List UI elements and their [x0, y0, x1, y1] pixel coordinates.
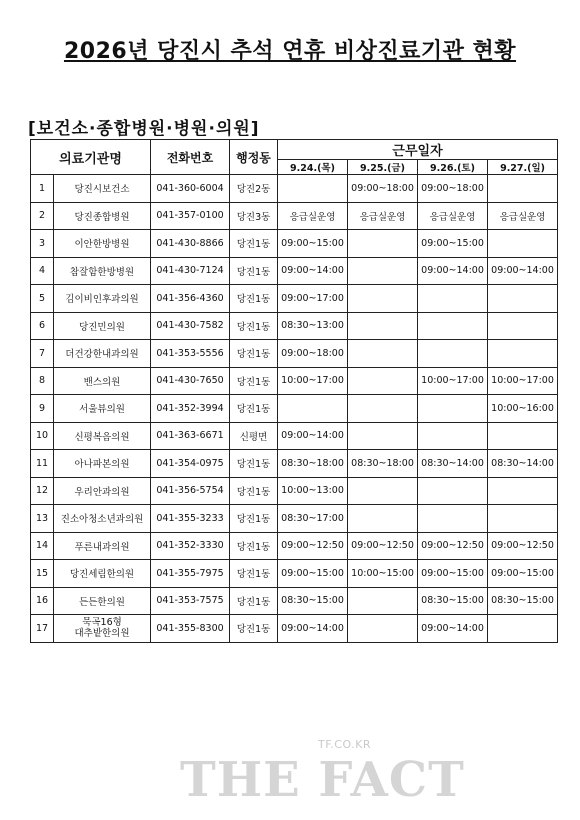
emergency-clinic-table	[30, 139, 558, 643]
hours-day-4: 08:30~14:00	[488, 450, 558, 478]
header-day-4: 9.27.(일)	[488, 160, 558, 175]
table-row	[31, 257, 558, 285]
hours-day-1: 08:30~13:00	[278, 312, 348, 340]
institution-name: 당진민의원	[54, 312, 151, 340]
phone-number: 041-430-7124	[151, 257, 230, 285]
hours-day-3	[418, 422, 488, 450]
hours-day-3: 10:00~17:00	[418, 367, 488, 395]
hours-day-1: 09:00~14:00	[278, 615, 348, 643]
admin-dong: 당진3동	[230, 202, 278, 230]
institution-name-line-2: 대추밭한의원	[74, 628, 130, 640]
hours-day-3	[418, 340, 488, 368]
row-number: 9	[31, 395, 54, 423]
hours-day-3	[418, 285, 488, 313]
row-number: 7	[31, 340, 54, 368]
institution-name: 푸른내과의원	[54, 532, 151, 560]
admin-dong: 당진1동	[230, 257, 278, 285]
hours-day-1: 09:00~17:00	[278, 285, 348, 313]
institution-name: 밴스의원	[54, 367, 151, 395]
hours-day-3: 08:30~15:00	[418, 587, 488, 615]
hours-day-1: 08:30~15:00	[278, 587, 348, 615]
watermark-brand: THE FACT	[180, 752, 465, 808]
institution-name: 당진종합병원	[54, 202, 151, 230]
phone-number: 041-353-5556	[151, 340, 230, 368]
admin-dong: 당진1동	[230, 477, 278, 505]
institution-name	[54, 615, 151, 643]
hours-day-2	[348, 340, 418, 368]
hours-day-3: 응급실운영	[418, 202, 488, 230]
admin-dong: 당진1동	[230, 395, 278, 423]
table-row	[31, 312, 558, 340]
hours-day-1: 09:00~18:00	[278, 340, 348, 368]
row-number: 12	[31, 477, 54, 505]
table-row	[31, 395, 558, 423]
hours-day-2	[348, 587, 418, 615]
phone-number: 041-354-0975	[151, 450, 230, 478]
row-number: 8	[31, 367, 54, 395]
hours-day-3: 09:00~14:00	[418, 615, 488, 643]
hours-day-4: 09:00~14:00	[488, 257, 558, 285]
hours-day-4	[488, 230, 558, 258]
institution-name: 더건강한내과의원	[54, 340, 151, 368]
hours-day-2	[348, 477, 418, 505]
hours-day-1: 09:00~15:00	[278, 560, 348, 588]
phone-number: 041-363-6671	[151, 422, 230, 450]
hours-day-4	[488, 312, 558, 340]
row-number: 2	[31, 202, 54, 230]
phone-number: 041-430-7650	[151, 367, 230, 395]
admin-dong: 당진1동	[230, 560, 278, 588]
hours-day-4	[488, 285, 558, 313]
institution-name: 이안한방병원	[54, 230, 151, 258]
row-number: 17	[31, 615, 54, 643]
row-number: 15	[31, 560, 54, 588]
hours-day-3: 09:00~14:00	[418, 257, 488, 285]
row-number: 16	[31, 587, 54, 615]
phone-number: 041-355-7975	[151, 560, 230, 588]
header-day-2: 9.25.(금)	[348, 160, 418, 175]
hours-day-4	[488, 477, 558, 505]
hours-day-2	[348, 367, 418, 395]
table-row	[31, 285, 558, 313]
row-number: 4	[31, 257, 54, 285]
admin-dong: 당진1동	[230, 312, 278, 340]
row-number: 13	[31, 505, 54, 533]
admin-dong: 당진1동	[230, 615, 278, 643]
admin-dong: 당진1동	[230, 587, 278, 615]
row-number: 5	[31, 285, 54, 313]
admin-dong: 신평면	[230, 422, 278, 450]
hours-day-1	[278, 395, 348, 423]
hours-day-2: 10:00~15:00	[348, 560, 418, 588]
hours-day-1: 10:00~13:00	[278, 477, 348, 505]
table-row	[31, 450, 558, 478]
hours-day-2	[348, 615, 418, 643]
phone-number: 041-352-3994	[151, 395, 230, 423]
admin-dong: 당진2동	[230, 175, 278, 203]
table-row	[31, 230, 558, 258]
header-institution-name: 의료기관명	[31, 140, 151, 175]
table-row	[31, 422, 558, 450]
header-work-days: 근무일자	[278, 140, 558, 160]
hours-day-4: 09:00~12:50	[488, 532, 558, 560]
phone-number: 041-353-7575	[151, 587, 230, 615]
hours-day-1: 09:00~15:00	[278, 230, 348, 258]
hours-day-3: 09:00~15:00	[418, 560, 488, 588]
hours-day-3	[418, 395, 488, 423]
admin-dong: 당진1동	[230, 450, 278, 478]
header-day-1: 9.24.(목)	[278, 160, 348, 175]
admin-dong: 당진1동	[230, 367, 278, 395]
hours-day-3: 09:00~15:00	[418, 230, 488, 258]
row-number: 1	[31, 175, 54, 203]
header-day-3: 9.26.(토)	[418, 160, 488, 175]
institution-name: 서울뷰의원	[54, 395, 151, 423]
watermark-site: TF.CO.KR	[318, 738, 372, 751]
hours-day-3	[418, 505, 488, 533]
hours-day-2: 09:00~12:50	[348, 532, 418, 560]
hours-day-3	[418, 477, 488, 505]
hours-day-2	[348, 230, 418, 258]
phone-number: 041-357-0100	[151, 202, 230, 230]
phone-number: 041-356-5754	[151, 477, 230, 505]
institution-name: 당진시보건소	[54, 175, 151, 203]
hours-day-4: 08:30~15:00	[488, 587, 558, 615]
hours-day-4: 응급실운영	[488, 202, 558, 230]
hours-day-3	[418, 312, 488, 340]
admin-dong: 당진1동	[230, 340, 278, 368]
page-title: 2026년 당진시 추석 연휴 비상진료기관 현황	[63, 39, 517, 64]
hours-day-2: 응급실운영	[348, 202, 418, 230]
table-row	[31, 340, 558, 368]
hours-day-2	[348, 395, 418, 423]
phone-number: 041-356-4360	[151, 285, 230, 313]
header-dong: 행정동	[230, 140, 278, 175]
hours-day-2	[348, 505, 418, 533]
section-heading: [보건소·종합병원·병원·의원]	[28, 119, 260, 139]
institution-name: 진소아청소년과의원	[54, 505, 151, 533]
table-row	[31, 477, 558, 505]
hours-day-2	[348, 422, 418, 450]
hours-day-4	[488, 615, 558, 643]
institution-name: 김이비인후과의원	[54, 285, 151, 313]
hours-day-1: 08:30~17:00	[278, 505, 348, 533]
admin-dong: 당진1동	[230, 285, 278, 313]
row-number: 11	[31, 450, 54, 478]
hours-day-2	[348, 285, 418, 313]
table-row	[31, 615, 558, 643]
phone-number: 041-430-7582	[151, 312, 230, 340]
institution-name: 우리안과의원	[54, 477, 151, 505]
institution-name: 신평복음의원	[54, 422, 151, 450]
table-row	[31, 175, 558, 203]
institution-name-line-1: 묵곡16형	[82, 617, 122, 629]
table-body	[31, 175, 558, 643]
hours-day-3: 09:00~18:00	[418, 175, 488, 203]
hours-day-4	[488, 422, 558, 450]
table-row	[31, 367, 558, 395]
hours-day-1: 09:00~14:00	[278, 257, 348, 285]
hours-day-2	[348, 257, 418, 285]
hours-day-3: 08:30~14:00	[418, 450, 488, 478]
table-row	[31, 532, 558, 560]
hours-day-4: 09:00~15:00	[488, 560, 558, 588]
hours-day-4	[488, 175, 558, 203]
hours-day-4	[488, 340, 558, 368]
admin-dong: 당진1동	[230, 230, 278, 258]
institution-name: 당진세림한의원	[54, 560, 151, 588]
hours-day-1: 10:00~17:00	[278, 367, 348, 395]
phone-number: 041-360-6004	[151, 175, 230, 203]
table-row	[31, 202, 558, 230]
hours-day-1: 09:00~14:00	[278, 422, 348, 450]
hours-day-4: 10:00~17:00	[488, 367, 558, 395]
table-row	[31, 505, 558, 533]
hours-day-2: 09:00~18:00	[348, 175, 418, 203]
phone-number: 041-355-3233	[151, 505, 230, 533]
hours-day-1: 09:00~12:50	[278, 532, 348, 560]
hours-day-1: 응급실운영	[278, 202, 348, 230]
admin-dong: 당진1동	[230, 532, 278, 560]
row-number: 6	[31, 312, 54, 340]
admin-dong: 당진1동	[230, 505, 278, 533]
row-number: 10	[31, 422, 54, 450]
phone-number: 041-352-3330	[151, 532, 230, 560]
hours-day-1	[278, 175, 348, 203]
hours-day-4	[488, 505, 558, 533]
table-row	[31, 560, 558, 588]
institution-name: 아나파본의원	[54, 450, 151, 478]
table-row	[31, 587, 558, 615]
institution-name: 참잘함한방병원	[54, 257, 151, 285]
header-phone: 전화번호	[151, 140, 230, 175]
hours-day-1: 08:30~18:00	[278, 450, 348, 478]
phone-number: 041-355-8300	[151, 615, 230, 643]
hours-day-3: 09:00~12:50	[418, 532, 488, 560]
hours-day-2	[348, 312, 418, 340]
phone-number: 041-430-8866	[151, 230, 230, 258]
institution-name: 든든한의원	[54, 587, 151, 615]
row-number: 3	[31, 230, 54, 258]
row-number: 14	[31, 532, 54, 560]
hours-day-2: 08:30~18:00	[348, 450, 418, 478]
hours-day-4: 10:00~16:00	[488, 395, 558, 423]
